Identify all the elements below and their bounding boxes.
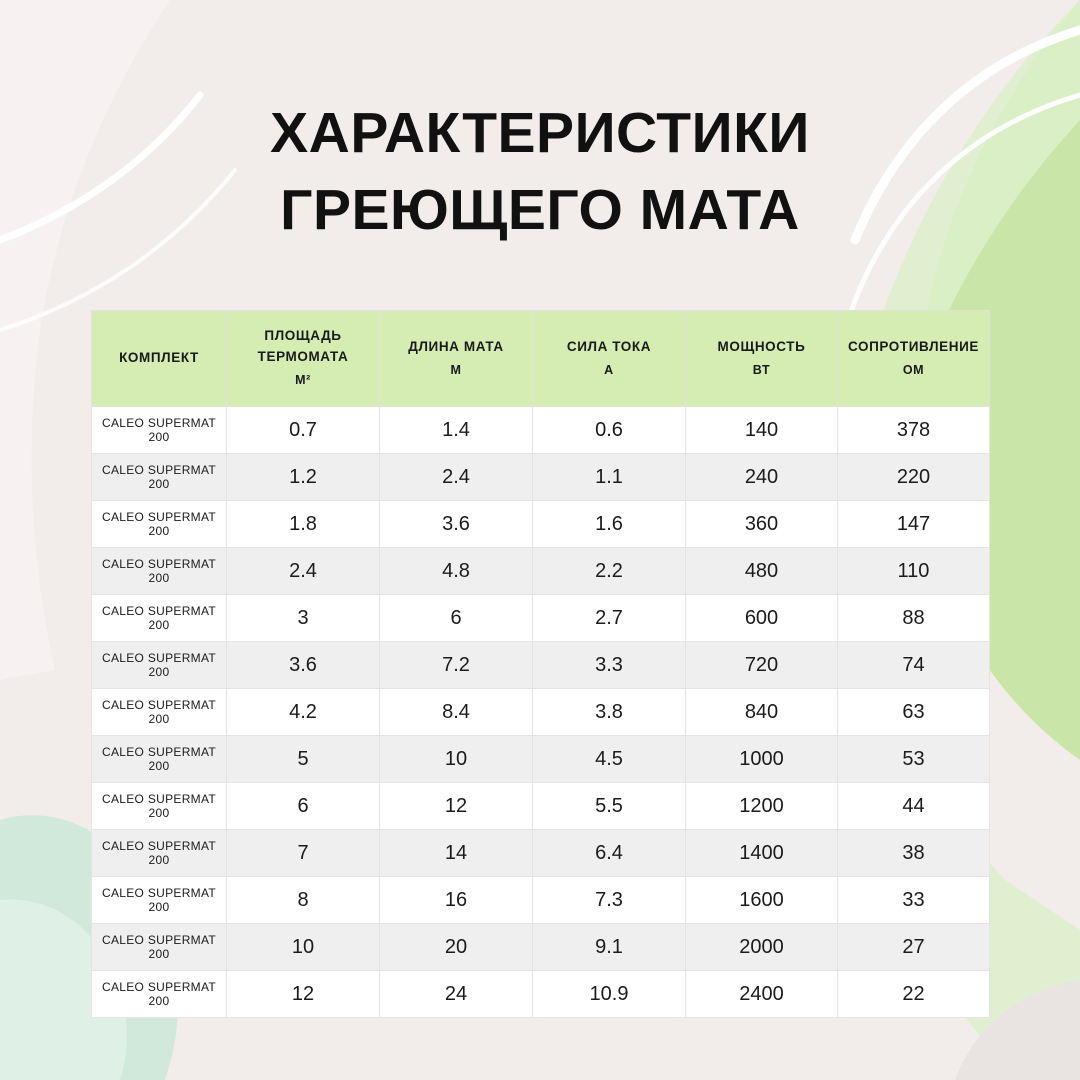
cell-area: 8: [227, 877, 380, 924]
spec-table-container: [91, 310, 989, 1018]
column-header-current-label: СИЛА ТОКА: [566, 338, 652, 354]
cell-power: 1400: [686, 830, 838, 877]
table-row: [92, 736, 990, 783]
column-header-power-unit: ВТ: [752, 362, 771, 377]
column-header-current-unit: А: [604, 362, 614, 377]
cell-resistance: 38: [838, 830, 990, 877]
cell-current: 9.1: [533, 924, 686, 971]
table-row: [92, 407, 990, 454]
column-header-power-label: МОЩНОСТЬ: [717, 338, 806, 354]
cell-length: 10: [380, 736, 533, 783]
cell-resistance: 88: [838, 595, 990, 642]
cell-current: 2.7: [533, 595, 686, 642]
table-body: [92, 407, 990, 1018]
cell-length: 20: [380, 924, 533, 971]
cell-length: 12: [380, 783, 533, 830]
cell-current: 5.5: [533, 783, 686, 830]
table-row: [92, 877, 990, 924]
cell-resistance: 74: [838, 642, 990, 689]
table-row: [92, 971, 990, 1018]
cell-kit: CALEO SUPERMAT 200: [92, 783, 227, 830]
table-row: [92, 501, 990, 548]
cell-area: 4.2: [227, 689, 380, 736]
cell-resistance: 147: [838, 501, 990, 548]
cell-length: 16: [380, 877, 533, 924]
cell-kit: CALEO SUPERMAT 200: [92, 689, 227, 736]
column-header-area-unit: М²: [295, 373, 311, 388]
cell-power: 480: [686, 548, 838, 595]
cell-area: 6: [227, 783, 380, 830]
column-header-current: [533, 311, 686, 407]
column-header-length-unit: М: [450, 362, 462, 377]
cell-area: 1.8: [227, 501, 380, 548]
cell-current: 4.5: [533, 736, 686, 783]
cell-power: 600: [686, 595, 838, 642]
cell-kit: CALEO SUPERMAT 200: [92, 971, 227, 1018]
cell-length: 8.4: [380, 689, 533, 736]
table-header: [92, 311, 990, 407]
table-row: [92, 548, 990, 595]
cell-kit: CALEO SUPERMAT 200: [92, 877, 227, 924]
cell-resistance: 63: [838, 689, 990, 736]
cell-kit: CALEO SUPERMAT 200: [92, 830, 227, 877]
cell-length: 6: [380, 595, 533, 642]
cell-power: 140: [686, 407, 838, 454]
cell-power: 240: [686, 454, 838, 501]
cell-current: 0.6: [533, 407, 686, 454]
column-header-kit: [92, 311, 227, 407]
page-title-line-1: ХАРАКТЕРИСТИКИ: [270, 101, 810, 165]
cell-area: 10: [227, 924, 380, 971]
table-row: [92, 830, 990, 877]
cell-resistance: 44: [838, 783, 990, 830]
cell-current: 3.3: [533, 642, 686, 689]
column-header-area-label: ПЛОЩАДЬ ТЕРМОМАТА: [257, 328, 349, 365]
page-title-line-2: ГРЕЮЩЕГО МАТА: [280, 177, 800, 242]
cell-length: 4.8: [380, 548, 533, 595]
page-title: [0, 0, 1080, 249]
cell-current: 3.8: [533, 689, 686, 736]
cell-length: 3.6: [380, 501, 533, 548]
cell-kit: CALEO SUPERMAT 200: [92, 407, 227, 454]
cell-area: 1.2: [227, 454, 380, 501]
cell-length: 24: [380, 971, 533, 1018]
column-header-resistance-unit: ОМ: [902, 362, 925, 377]
cell-power: 720: [686, 642, 838, 689]
cell-area: 2.4: [227, 548, 380, 595]
table-row: [92, 642, 990, 689]
column-header-area: [227, 311, 380, 407]
cell-length: 7.2: [380, 642, 533, 689]
table-row: [92, 689, 990, 736]
cell-length: 2.4: [380, 454, 533, 501]
cell-resistance: 53: [838, 736, 990, 783]
cell-area: 0.7: [227, 407, 380, 454]
cell-resistance: 33: [838, 877, 990, 924]
cell-kit: CALEO SUPERMAT 200: [92, 454, 227, 501]
cell-power: 1000: [686, 736, 838, 783]
cell-current: 1.1: [533, 454, 686, 501]
table-row: [92, 595, 990, 642]
spec-table: [91, 310, 990, 1018]
column-header-length-label: ДЛИНА МАТА: [408, 338, 504, 354]
table-header-row: [92, 311, 990, 407]
cell-area: 3: [227, 595, 380, 642]
table-row: [92, 924, 990, 971]
cell-power: 360: [686, 501, 838, 548]
cell-kit: CALEO SUPERMAT 200: [92, 548, 227, 595]
cell-resistance: 110: [838, 548, 990, 595]
cell-length: 14: [380, 830, 533, 877]
cell-resistance: 378: [838, 407, 990, 454]
cell-resistance: 27: [838, 924, 990, 971]
cell-resistance: 22: [838, 971, 990, 1018]
cell-kit: CALEO SUPERMAT 200: [92, 736, 227, 783]
table-row: [92, 783, 990, 830]
column-header-power: [686, 311, 838, 407]
cell-current: 6.4: [533, 830, 686, 877]
cell-area: 3.6: [227, 642, 380, 689]
cell-power: 1600: [686, 877, 838, 924]
cell-kit: CALEO SUPERMAT 200: [92, 595, 227, 642]
cell-kit: CALEO SUPERMAT 200: [92, 642, 227, 689]
cell-area: 5: [227, 736, 380, 783]
cell-length: 1.4: [380, 407, 533, 454]
cell-power: 2400: [686, 971, 838, 1018]
cell-kit: CALEO SUPERMAT 200: [92, 501, 227, 548]
cell-kit: CALEO SUPERMAT 200: [92, 924, 227, 971]
cell-area: 7: [227, 830, 380, 877]
cell-current: 10.9: [533, 971, 686, 1018]
column-header-length: [380, 311, 533, 407]
cell-current: 1.6: [533, 501, 686, 548]
cell-area: 12: [227, 971, 380, 1018]
column-header-kit-label: КОМПЛЕКТ: [119, 350, 199, 366]
column-header-resistance-label: СОПРОТИВЛЕНИЕ: [847, 338, 980, 354]
table-row: [92, 454, 990, 501]
cell-current: 7.3: [533, 877, 686, 924]
cell-resistance: 220: [838, 454, 990, 501]
column-header-resistance: [838, 311, 990, 407]
cell-power: 1200: [686, 783, 838, 830]
cell-power: 840: [686, 689, 838, 736]
cell-power: 2000: [686, 924, 838, 971]
cell-current: 2.2: [533, 548, 686, 595]
